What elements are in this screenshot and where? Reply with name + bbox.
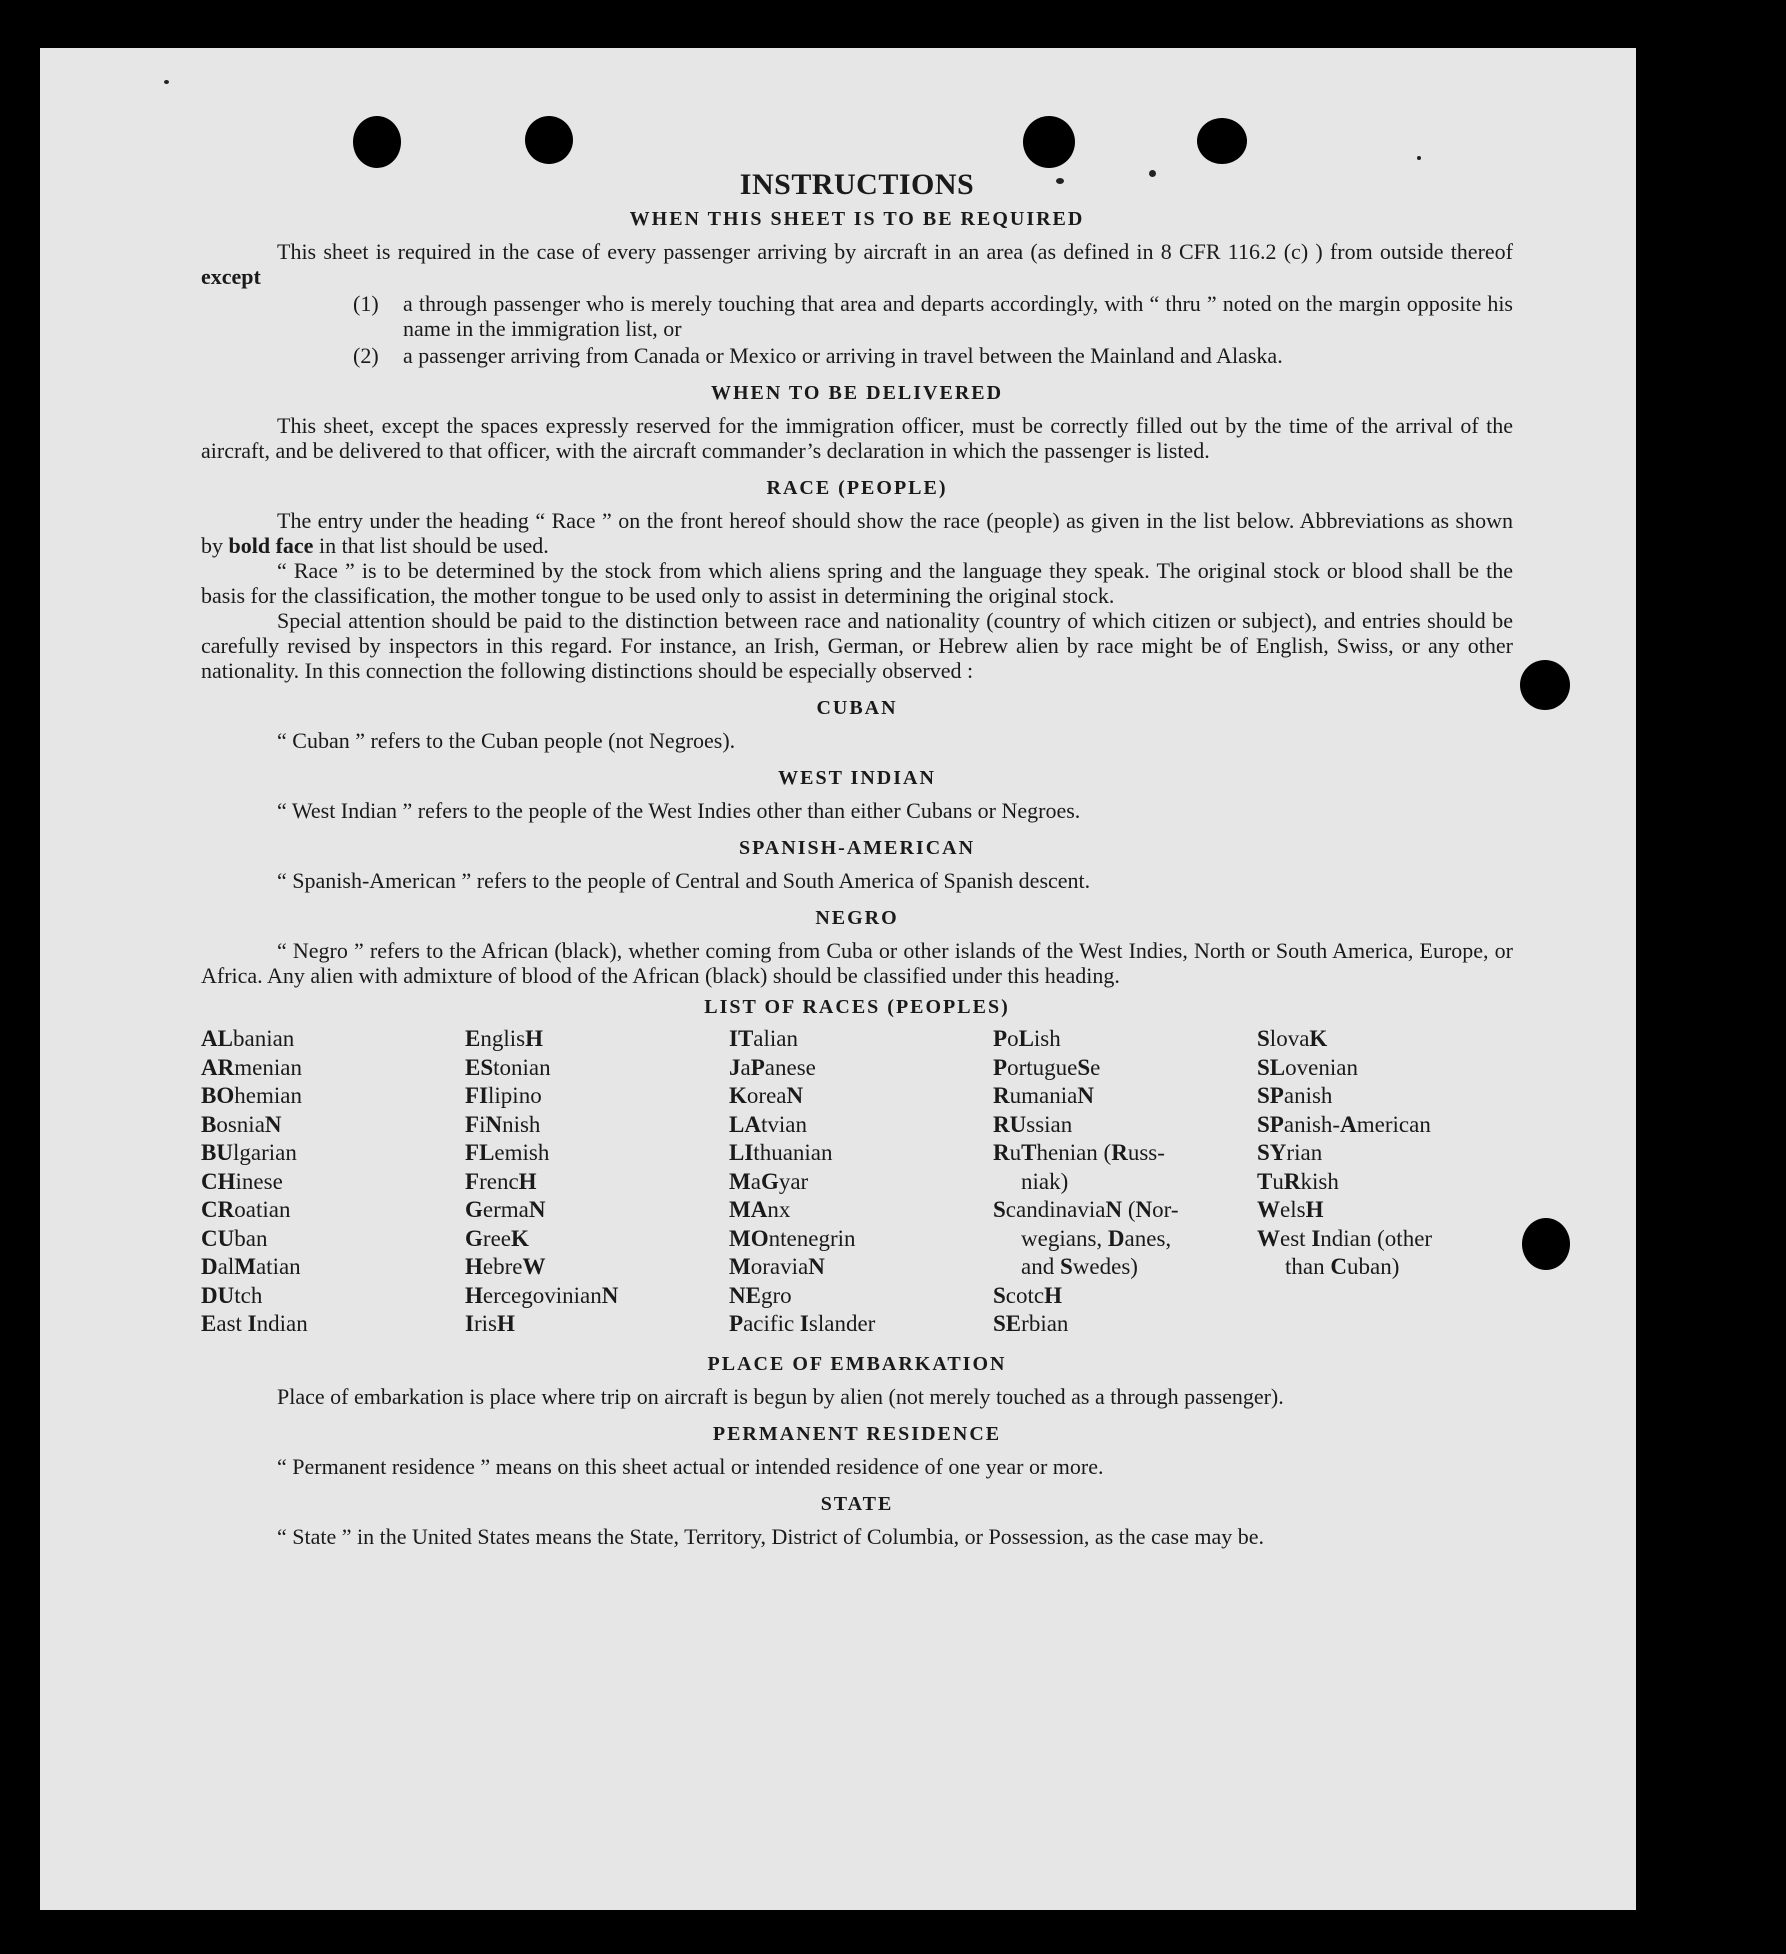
race-entry: West Indian (other bbox=[1257, 1225, 1433, 1251]
race-entry: ScandinaviaN (Nor- bbox=[993, 1197, 1179, 1222]
item-text: a passenger arriving from Canada or Mexico or arriving in travel between the Mainland and Alaska. bbox=[403, 343, 1283, 368]
punch-hole bbox=[1522, 1218, 1570, 1270]
bold-text: bold face bbox=[228, 533, 314, 558]
paragraph: “ West Indian ” refers to the people of the West Indies other than either Cubans or Negroes. bbox=[277, 798, 1081, 823]
races-column bbox=[201, 1025, 465, 1339]
race-entry: HercegovinianN bbox=[465, 1282, 619, 1308]
heading-spanish-american: SPANISH-AMERICAN bbox=[738, 837, 976, 859]
heading-negro: NEGRO bbox=[815, 907, 899, 929]
paragraph-text: in that list should be used. bbox=[318, 533, 549, 558]
race-entry: LAtvian bbox=[729, 1111, 807, 1137]
punch-hole bbox=[525, 116, 573, 164]
race-entry: ITalian bbox=[729, 1026, 799, 1051]
paragraph: “ State ” in the United States means the State, Territory, District of Columbia, or Possession, as the case may be. bbox=[277, 1523, 1265, 1549]
paragraph: “ Spanish-American ” refers to the people of Central and South America of Spanish descent. bbox=[277, 868, 1091, 893]
race-entry: MaGyar bbox=[729, 1168, 809, 1194]
race-entry: PortugueSe bbox=[993, 1054, 1101, 1080]
race-entry: than Cuban) bbox=[1285, 1254, 1400, 1279]
races-column bbox=[729, 1025, 993, 1339]
race-entry: FLemish bbox=[465, 1140, 550, 1165]
race-entry: GermaN bbox=[465, 1197, 546, 1222]
race-entry: CRoatian bbox=[201, 1197, 291, 1222]
races-column bbox=[1257, 1025, 1513, 1339]
race-entry: and Swedes) bbox=[1021, 1254, 1138, 1279]
punch-hole bbox=[353, 116, 401, 168]
race-entry: IrisH bbox=[465, 1311, 515, 1336]
race-entry: ScotcH bbox=[993, 1282, 1063, 1308]
race-entry: TuRkish bbox=[1257, 1168, 1339, 1194]
punch-hole bbox=[1197, 118, 1247, 164]
paragraph: “ Negro ” refers to the African (black), whether coming from Cuba or other islands of the West Indies, North or South America, Europe, or Africa. Any alien with admixture of blood of the African (black) should be classified under this heading. bbox=[201, 938, 1513, 988]
heading-residence: PERMANENT RESIDENCE bbox=[712, 1422, 1002, 1445]
page-title: INSTRUCTIONS bbox=[739, 168, 975, 201]
document-body bbox=[201, 168, 1513, 1549]
item-text: a through passenger who is merely touching that area and departs accordingly, with “ thru ” noted on the margin opposite his name in the immigration list, or bbox=[403, 291, 1513, 341]
heading-when-delivered: WHEN TO BE DELIVERED bbox=[710, 382, 1004, 404]
race-entry: GreeK bbox=[465, 1225, 529, 1251]
race-entry: JaPanese bbox=[729, 1054, 816, 1080]
race-entry: NEgro bbox=[729, 1282, 792, 1308]
list-item bbox=[353, 291, 1513, 341]
race-entry: ARmenian bbox=[201, 1054, 302, 1080]
race-entry: MOntenegrin bbox=[729, 1225, 856, 1251]
heading-cuban: CUBAN bbox=[816, 697, 898, 719]
heading-state: STATE bbox=[820, 1492, 894, 1515]
race-entry: SPanish bbox=[1257, 1083, 1333, 1108]
race-entry: FIlipino bbox=[465, 1083, 542, 1108]
paragraph-text: The entry under the heading “ Race ” on the front hereof should show the race (people) as given in the list below. Abbreviations as shown by bbox=[201, 508, 1513, 558]
race-entry: SLovenian bbox=[1257, 1054, 1358, 1080]
paragraph: Special attention should be paid to the distinction between race and nationality (country of which citizen or subject), and entries should be carefully revised by inspectors in this regard. For instance, an Irish, German, or Hebrew alien by race might be of English, Swiss, or any other nationality. In this connection the following distinctions should be especially observed : bbox=[201, 608, 1513, 683]
paragraph: Place of embarkation is place where trip on aircraft is begun by alien (not merely touched as a through passenger). bbox=[277, 1383, 1284, 1409]
race-entry: RuThenian (Russ- bbox=[993, 1140, 1165, 1165]
race-entry: PoLish bbox=[993, 1026, 1061, 1051]
paragraph: “ Race ” is to be determined by the stock from which aliens spring and the language they speak. The original stock or blood shall be the basis for the classification, the mother tongue to be used only to assist in determining the original stock. bbox=[201, 558, 1513, 608]
speck bbox=[1417, 156, 1421, 160]
race-entry: BosniaN bbox=[201, 1111, 282, 1137]
race-entry: ALbanian bbox=[201, 1026, 295, 1051]
races-column bbox=[465, 1025, 729, 1339]
race-entry: MAnx bbox=[729, 1197, 791, 1222]
race-entry: MoraviaN bbox=[729, 1254, 825, 1279]
race-entry: DUtch bbox=[201, 1282, 263, 1308]
race-entry: RUssian bbox=[993, 1111, 1073, 1137]
race-entry: EStonian bbox=[465, 1054, 551, 1080]
paragraph: “ Cuban ” refers to the Cuban people (not Negroes). bbox=[277, 728, 736, 753]
race-entry: SYrian bbox=[1257, 1140, 1323, 1165]
paragraph bbox=[201, 239, 1513, 289]
race-entry: SlovaK bbox=[1257, 1026, 1328, 1051]
punch-hole bbox=[1520, 660, 1570, 710]
race-entry: wegians, Danes, bbox=[1021, 1225, 1172, 1251]
race-entry: RumaniaN bbox=[993, 1083, 1094, 1108]
document-sheet bbox=[40, 48, 1636, 1910]
race-entry: EnglisH bbox=[465, 1026, 543, 1051]
race-entry: DalMatian bbox=[201, 1254, 301, 1279]
race-entry: East Indian bbox=[201, 1311, 308, 1336]
races-column bbox=[993, 1025, 1257, 1339]
race-entry: niak) bbox=[1021, 1168, 1069, 1194]
heading-when-required: WHEN THIS SHEET IS TO BE REQUIRED bbox=[629, 208, 1085, 230]
race-entry: SPanish-American bbox=[1257, 1111, 1431, 1137]
paragraph bbox=[201, 508, 1513, 558]
paragraph: “ Permanent residence ” means on this sheet actual or intended residence of one year or more. bbox=[277, 1453, 1104, 1479]
item-number: (1) bbox=[353, 291, 379, 316]
races-list bbox=[201, 1025, 1513, 1339]
race-entry: LIthuanian bbox=[729, 1140, 833, 1165]
race-entry: Pacific Islander bbox=[729, 1311, 876, 1336]
speck bbox=[164, 80, 169, 84]
item-number: (2) bbox=[353, 343, 379, 368]
race-entry: FiNnish bbox=[465, 1111, 541, 1137]
race-entry: CHinese bbox=[201, 1168, 283, 1194]
race-entry: FrencH bbox=[465, 1168, 537, 1194]
punch-hole bbox=[1023, 116, 1075, 168]
heading-west-indian: WEST INDIAN bbox=[778, 767, 936, 789]
heading-list-of-races: LIST OF RACES (PEOPLES) bbox=[704, 996, 1010, 1018]
race-entry: BOhemian bbox=[201, 1083, 302, 1108]
race-entry: KoreaN bbox=[729, 1083, 804, 1108]
race-entry: WelsH bbox=[1257, 1197, 1324, 1222]
paragraph: This sheet, except the spaces expressly reserved for the immigration officer, must be correctly filled out by the time of the arrival of the aircraft, and be delivered to that officer, with the aircraft commander’s declaration in which the passenger is listed. bbox=[201, 413, 1513, 463]
bold-text: except bbox=[201, 264, 261, 289]
list-item bbox=[353, 343, 1513, 368]
paragraph-text: This sheet is required in the case of every passenger arriving by aircraft in an area (as defined in 8 CFR 116.2 (c) ) from outside thereof bbox=[277, 239, 1513, 264]
race-entry: CUban bbox=[201, 1225, 268, 1251]
heading-embarkation: PLACE OF EMBARKATION bbox=[707, 1352, 1007, 1375]
race-entry: SErbian bbox=[993, 1311, 1069, 1336]
race-entry: BUlgarian bbox=[201, 1140, 297, 1165]
race-entry: HebreW bbox=[465, 1254, 546, 1279]
heading-race: RACE (PEOPLE) bbox=[766, 477, 948, 499]
